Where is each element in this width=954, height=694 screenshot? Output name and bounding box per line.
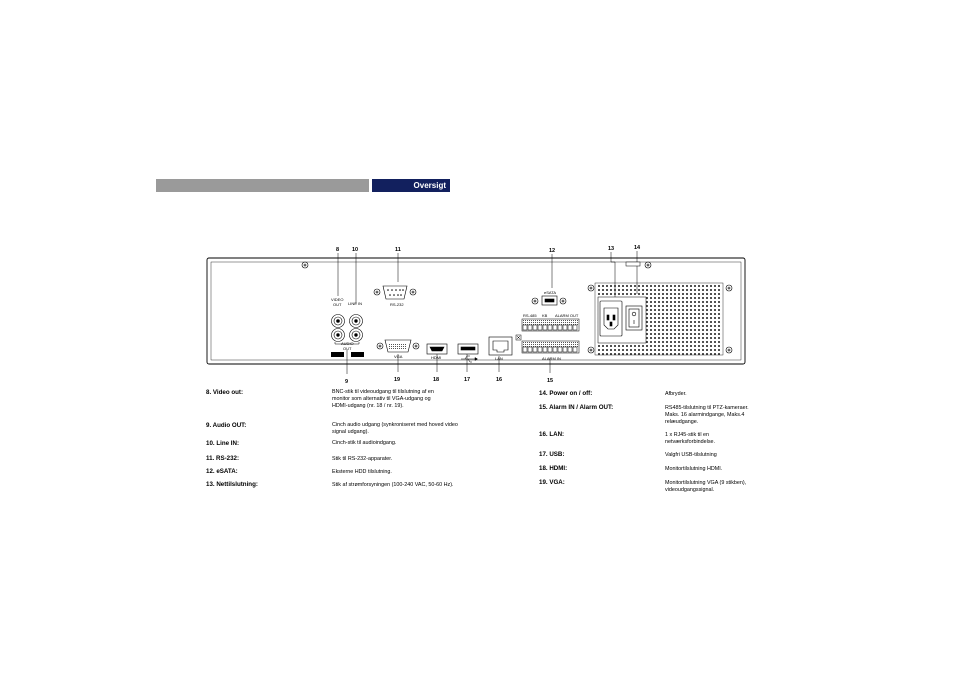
callout-10: 10 (352, 247, 359, 253)
label-alarm-out: ALARM OUT (555, 313, 579, 318)
callout-8: 8 (336, 247, 340, 253)
item-desc-video-out: BNC-stik til videoudgang til tilslutning af en monitor som alternativ til VGA-udgang og HDMI-udgang (nr. 18 / nr. 19). (332, 389, 434, 409)
label-video-out-2: OUT (333, 302, 342, 307)
label-lan: LAN (495, 356, 503, 361)
label-kb: KB (542, 313, 548, 318)
black-block-right (351, 352, 364, 357)
top-handle (626, 262, 640, 266)
label-rs485: RS-485 (523, 313, 537, 318)
label-rs232: RS-232 (390, 302, 404, 307)
callout-17: 17 (464, 377, 471, 383)
callout-9: 9 (345, 379, 349, 385)
item-desc-audio-out: Cinch audio udgang (synkroniseret med hoved video signal udgang). (332, 422, 458, 435)
item-label-video-out: 8. Video out: (206, 389, 244, 396)
label-audio-out-2: OUT (343, 346, 352, 351)
power-inlet (600, 301, 622, 336)
power-switch-icon (626, 306, 642, 330)
black-block-left (331, 352, 344, 357)
item-label-rs232: 11. RS-232: (206, 455, 240, 462)
item-label-audio-out: 9. Audio OUT: (206, 422, 247, 429)
item-desc-nettilslutning: Stik af strømforsyningen (100-240 VAC, 50-60 Hz). (332, 482, 454, 488)
callout-13: 13 (608, 246, 615, 252)
callout-15: 15 (547, 378, 554, 384)
header-bar-title (372, 179, 450, 192)
label-esata: eSATA (544, 290, 557, 295)
callout-16: 16 (496, 377, 503, 383)
callout-18: 18 (433, 377, 440, 383)
header-bar-grey (156, 179, 369, 192)
label-hdmi: HDMI (431, 355, 442, 360)
item-desc-vga: Monitortilslutning VGA (9 stikben), videoudgangssignal. (665, 480, 747, 493)
label-video-out: VIDEO (331, 297, 344, 302)
item-desc-lan: 1 x RJ45-stik til en netværksforbindelse. (665, 432, 716, 445)
label-alarm-in: ALARM IN (542, 356, 561, 361)
item-label-nettilslutning: 13. Nettilslutning: (206, 481, 258, 488)
callout-14: 14 (634, 245, 641, 251)
item-desc-power: Afbryder. (665, 391, 687, 397)
item-desc-usb: Valgfri USB-tilslutning (665, 452, 717, 458)
item-desc-rs232: Stik til RS-232-apparater. (332, 456, 393, 462)
item-label-esata: 12. eSATA: (206, 468, 238, 475)
item-desc-hdmi: Monitortilslutning HDMI. (665, 466, 723, 472)
item-label-lan: 16. LAN: (539, 431, 565, 438)
item-desc-alarm: RS485-tilslutning til PTZ-kameraer. Maks. 16 alarmindgange, Maks.4 relæudgange. (665, 405, 749, 425)
item-label-vga: 19. VGA: (539, 479, 565, 486)
item-label-usb: 17. USB: (539, 451, 565, 458)
label-audio-out: AUDIO (341, 341, 354, 346)
item-desc-line-in: Cinch-stik til audioindgang. (332, 440, 397, 446)
callout-11: 11 (395, 247, 401, 253)
callout-19: 19 (394, 377, 401, 383)
label-line-in: LINE IN (348, 301, 363, 306)
item-label-power: 14. Power on / off: (539, 390, 593, 397)
page-title: Oversigt (413, 181, 446, 190)
item-label-hdmi: 18. HDMI: (539, 465, 568, 472)
item-desc-esata: Eksterne HDD tilslutning. (332, 469, 392, 475)
item-label-alarm: 15. Alarm IN / Alarm OUT: (539, 404, 614, 411)
item-label-line-in: 10. Line IN: (206, 440, 240, 447)
callout-12: 12 (549, 248, 556, 254)
rear-panel-illustration (205, 244, 750, 389)
label-vga: VGA (394, 354, 403, 359)
